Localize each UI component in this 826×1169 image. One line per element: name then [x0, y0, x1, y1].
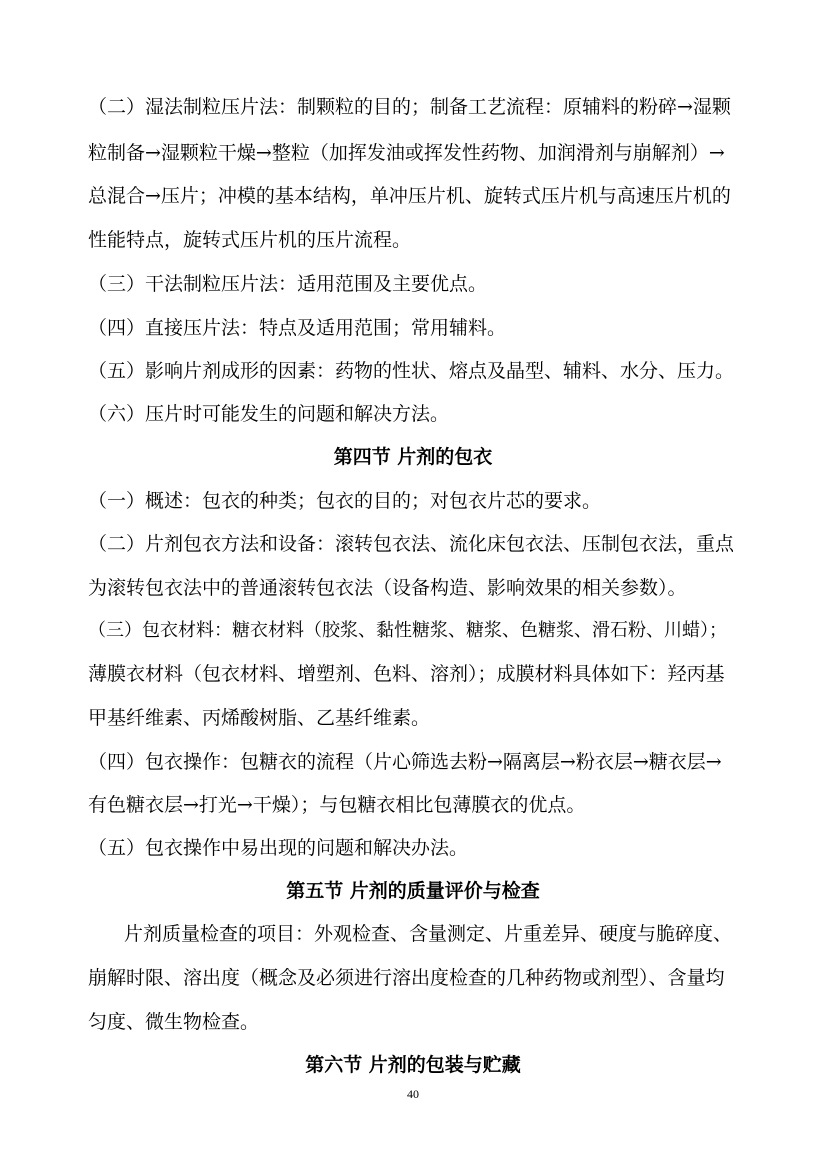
paragraph-line: 匀度、微生物检查。 — [88, 1011, 260, 1033]
paragraph-line: （二）片剂包衣方法和设备：滚转包衣法、流化床包衣法、压制包衣法，重点 — [88, 533, 735, 555]
section-heading: 第六节 片剂的包装与贮藏 — [305, 1054, 521, 1076]
paragraph-line: （三）干法制粒压片法：适用范围及主要优点。 — [88, 273, 488, 295]
paragraph-line: 性能特点，旋转式压片机的压片流程。 — [88, 229, 412, 251]
paragraph-line: 为滚转包衣法中的普通滚转包衣法（设备构造、影响效果的相关参数）。 — [88, 577, 687, 599]
paragraph-line: （四）包衣操作：包糖衣的流程（片心筛选去粉→隔离层→粉衣层→糖衣层→ — [88, 751, 722, 773]
paragraph-line: （二）湿法制粒压片法：制颗粒的目的；制备工艺流程：原辅料的粉碎→湿颗 — [88, 96, 731, 118]
paragraph-line: （六）压片时可能发生的问题和解决方法。 — [88, 403, 450, 425]
paragraph-line: 甲基纤维素、丙烯酸树脂、乙基纤维素。 — [88, 707, 431, 729]
paragraph-line: 薄膜衣材料（包衣材料、增塑剂、色料、溶剂）；成膜材料具体如下：羟丙基 — [88, 663, 725, 685]
section-heading: 第四节 片剂的包衣 — [333, 446, 493, 468]
paragraph-line: （五）影响片剂成形的因素：药物的性状、熔点及晶型、辅料、水分、压力。 — [88, 360, 735, 382]
paragraph-line: 崩解时限、溶出度（概念及必须进行溶出度检查的几种药物或剂型）、含量均 — [88, 967, 725, 989]
paragraph-line: 总混合→压片；冲模的基本结构，单冲压片机、旋转式压片机与高速压片机的 — [88, 185, 731, 207]
paragraph-line: 粒制备→湿颗粒干燥→整粒（加挥发油或挥发性药物、加润滑剂与崩解剂）→ — [88, 142, 725, 164]
paragraph-line: 片剂质量检查的项目：外观检查、含量测定、片重差异、硬度与脆碎度、 — [124, 923, 733, 945]
paragraph-line: （四）直接压片法：特点及适用范围；常用辅料。 — [88, 317, 507, 339]
paragraph-line: （三）包衣材料：糖衣材料（胶浆、黏性糖浆、糖浆、色糖浆、滑石粉、川蜡）； — [88, 620, 727, 641]
section-heading: 第五节 片剂的质量评价与检查 — [286, 880, 540, 902]
paragraph-line: （五）包衣操作中易出现的问题和解决办法。 — [88, 837, 469, 859]
paragraph-line: 有色糖衣层→打光→干燥）；与包糖衣相比包薄膜衣的优点。 — [88, 794, 586, 816]
page-number: 40 — [407, 1087, 419, 1101]
paragraph-line: （一）概述：包衣的种类；包衣的目的；对包衣片芯的要求。 — [88, 490, 602, 512]
